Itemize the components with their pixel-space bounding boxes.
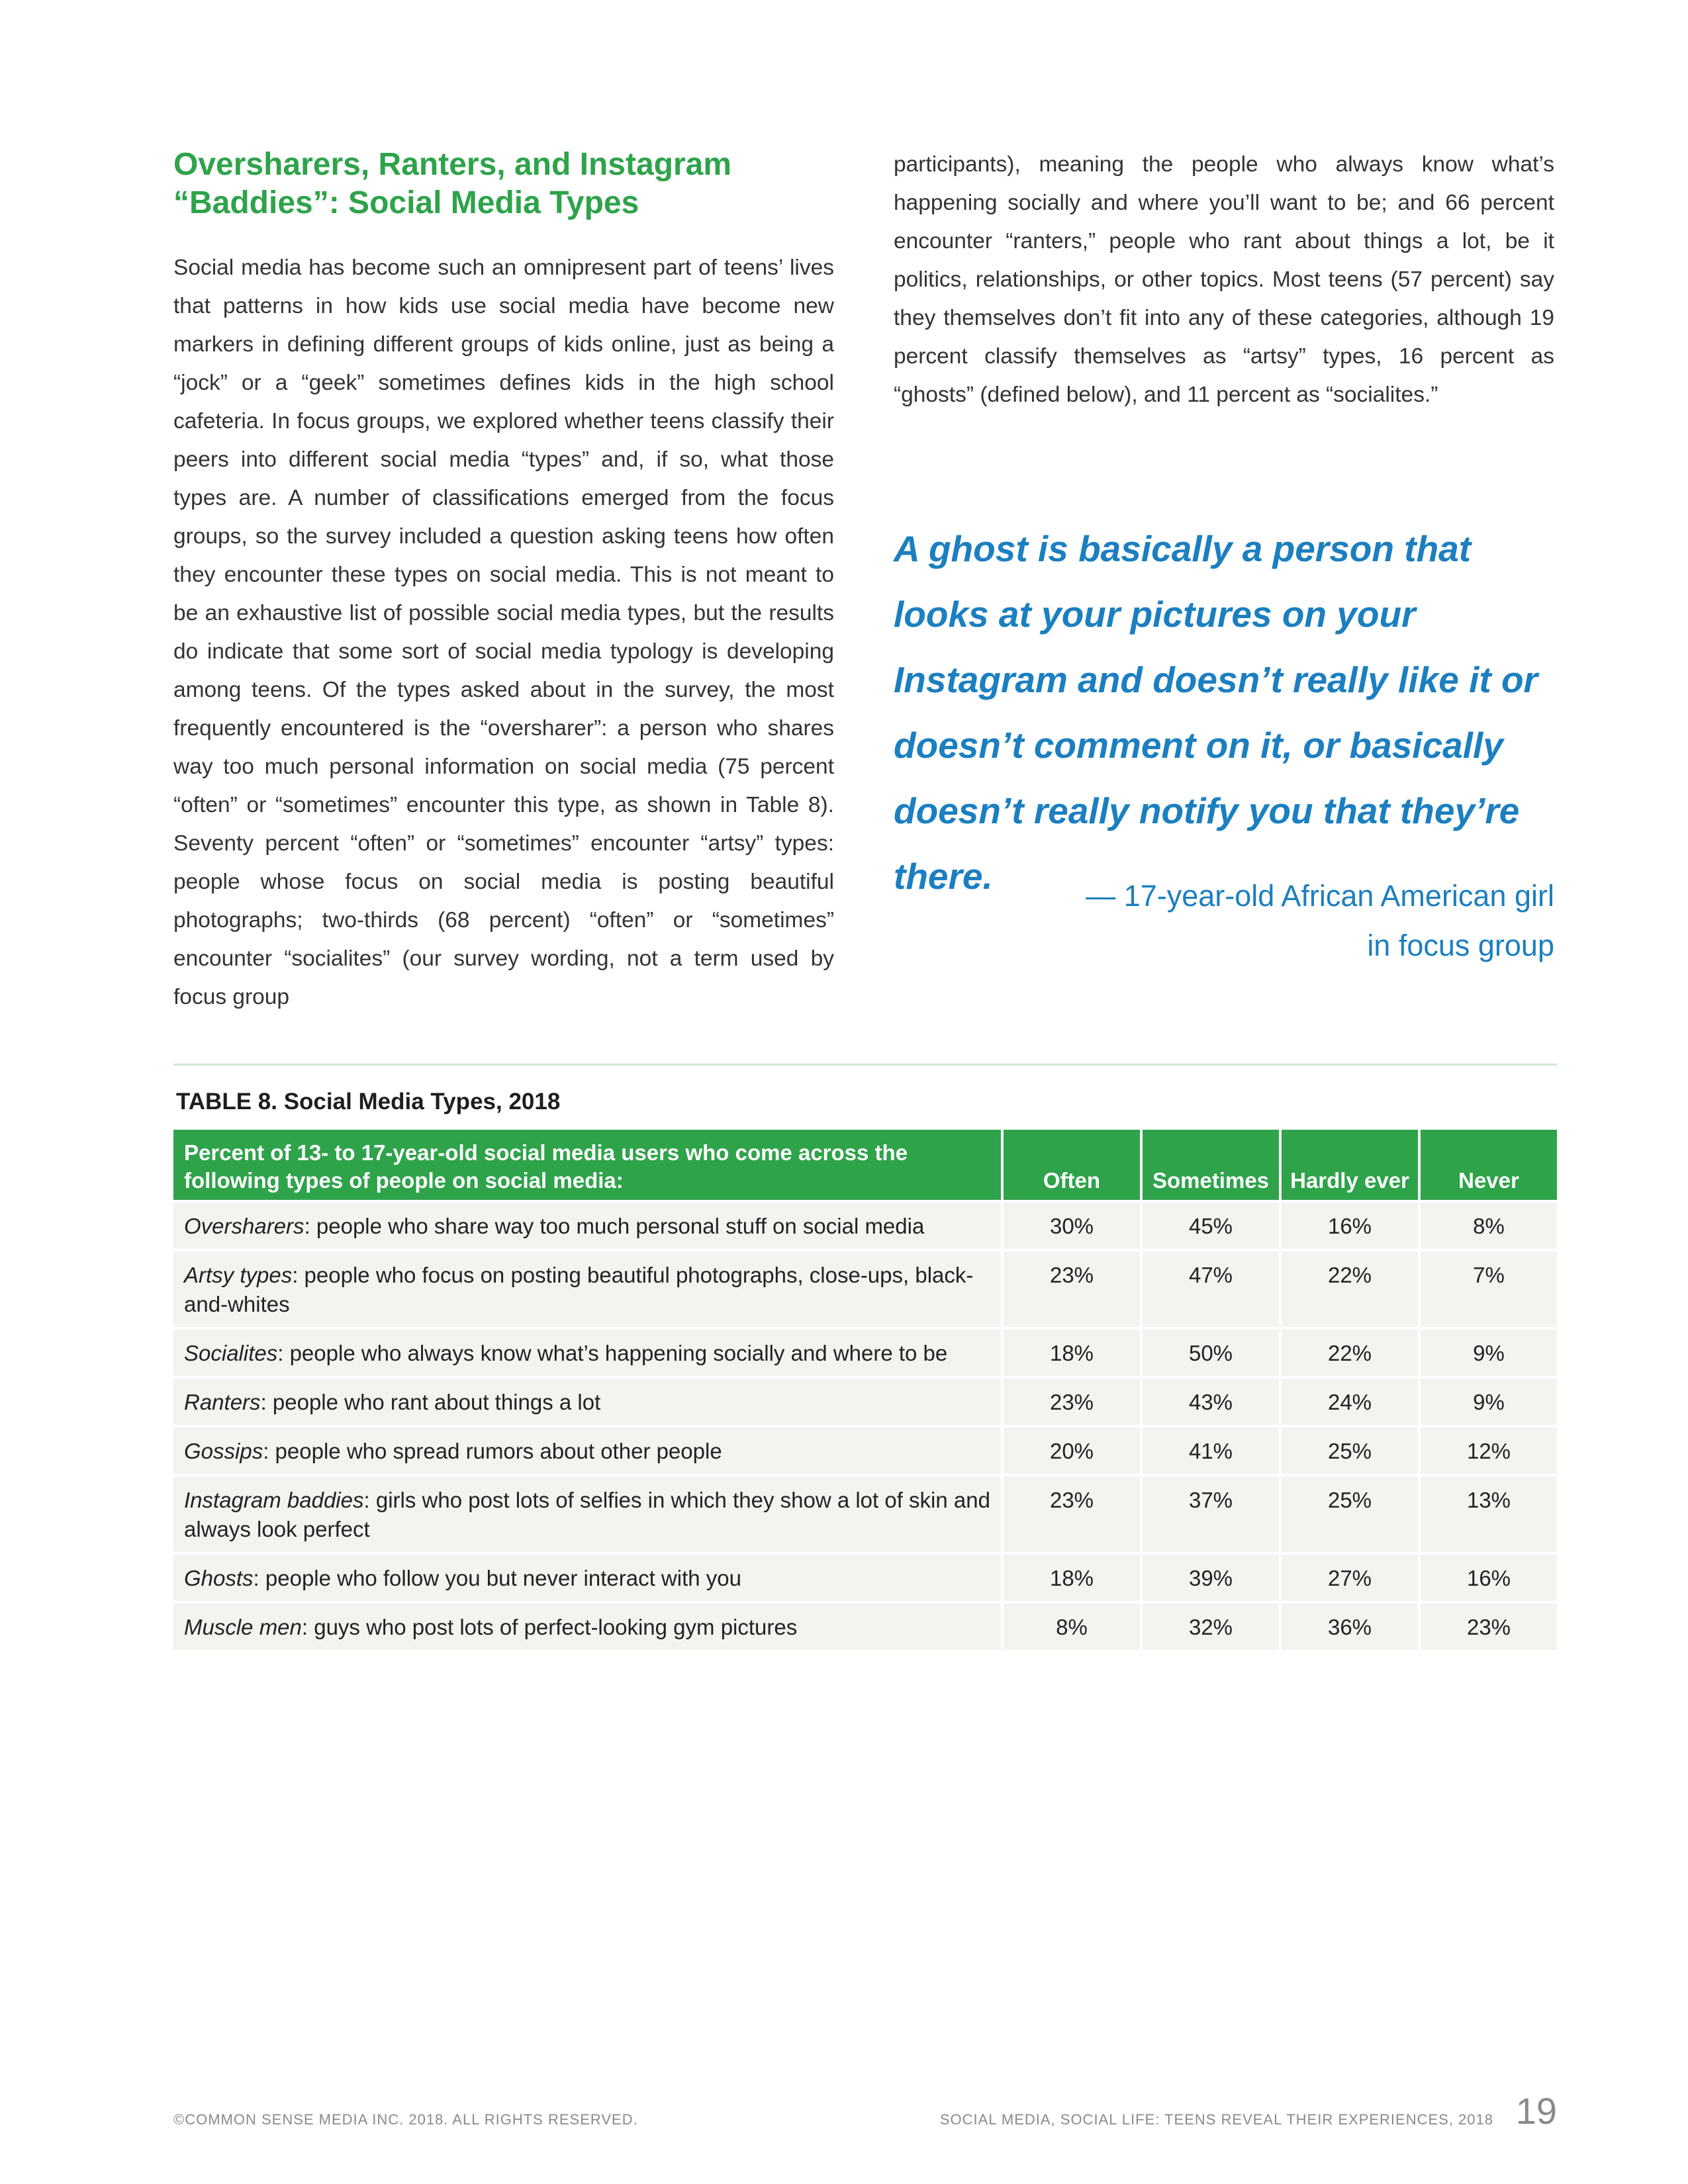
cell-hardly-ever: 25% — [1282, 1477, 1418, 1552]
row-description — [173, 1604, 1001, 1650]
type-description: : people who rant about things a lot — [260, 1390, 601, 1414]
table-row — [173, 1379, 1557, 1425]
type-name: Artsy types — [184, 1263, 293, 1287]
cell-never: 13% — [1421, 1477, 1557, 1552]
cell-never: 12% — [1421, 1428, 1557, 1474]
left-column — [173, 146, 834, 1017]
table-row — [173, 1203, 1557, 1249]
cell-hardly-ever: 22% — [1282, 1251, 1418, 1327]
cell-often: 8% — [1004, 1604, 1140, 1650]
header-sometimes: Sometimes — [1143, 1130, 1279, 1200]
cell-often: 23% — [1004, 1477, 1140, 1552]
right-column — [894, 146, 1554, 414]
table-row — [173, 1555, 1557, 1601]
cell-sometimes: 50% — [1143, 1330, 1279, 1376]
cell-never: 9% — [1421, 1330, 1557, 1376]
cell-sometimes: 45% — [1143, 1203, 1279, 1249]
table-row — [173, 1477, 1557, 1552]
cell-often: 30% — [1004, 1203, 1140, 1249]
cell-never: 8% — [1421, 1203, 1557, 1249]
type-name: Ghosts — [184, 1566, 254, 1590]
cell-often: 18% — [1004, 1555, 1140, 1601]
row-description — [173, 1379, 1001, 1425]
row-description — [173, 1477, 1001, 1552]
cell-never: 16% — [1421, 1555, 1557, 1601]
social-media-types-table — [171, 1127, 1560, 1653]
section-divider — [173, 1064, 1557, 1066]
type-description: : people who always know what’s happening socially and where to be — [277, 1341, 948, 1365]
type-description: : people who focus on posting beautiful photographs, close-ups, black-and-whites — [184, 1263, 974, 1316]
footer-copyright: ©COMMON SENSE MEDIA INC. 2018. ALL RIGHTS RESERVED. — [173, 2111, 638, 2128]
footer-report-title: SOCIAL MEDIA, SOCIAL LIFE: TEENS REVEAL THEIR EXPERIENCES, 2018 — [939, 2111, 1493, 2128]
type-name: Muscle men — [184, 1615, 302, 1639]
cell-hardly-ever: 16% — [1282, 1203, 1418, 1249]
header-hardly-ever: Hardly ever — [1282, 1130, 1418, 1200]
type-description: : girls who post lots of selfies in which they show a lot of skin and always look perfect — [184, 1488, 990, 1541]
attribution-line-2: in focus group — [1367, 929, 1554, 962]
cell-never: 7% — [1421, 1251, 1557, 1327]
type-name: Oversharers — [184, 1214, 305, 1238]
table-header-row — [173, 1130, 1557, 1200]
section-heading: Oversharers, Ranters, and Instagram “Baddies”: Social Media Types — [173, 147, 732, 220]
row-description — [173, 1428, 1001, 1474]
row-description — [173, 1555, 1001, 1601]
type-name: Ranters — [184, 1390, 261, 1414]
quote-attribution — [894, 871, 1554, 970]
cell-sometimes: 43% — [1143, 1379, 1279, 1425]
cell-hardly-ever: 36% — [1282, 1604, 1418, 1650]
type-description: : people who spread rumors about other people — [263, 1439, 722, 1463]
cell-sometimes: 32% — [1143, 1604, 1279, 1650]
cell-often: 23% — [1004, 1379, 1140, 1425]
type-name: Instagram baddies — [184, 1488, 364, 1512]
cell-often: 18% — [1004, 1330, 1140, 1376]
type-name: Gossips — [184, 1439, 263, 1463]
right-body-paragraph: participants), meaning the people who always know what’s happening socially and where you’ll want to be; and 66 percent encounter “ranters,” people who rant about things a lot, be it politics, relationships, or other topics. Most teens (57 percent) say they themselves don’t fit into any of these categories, although 19 percent classify themselves as “artsy” types, 16 percent as “ghosts” (defined below), and 11 percent as “socialites.” — [894, 152, 1554, 407]
cell-hardly-ever: 25% — [1282, 1428, 1418, 1474]
row-description — [173, 1203, 1001, 1249]
cell-hardly-ever: 27% — [1282, 1555, 1418, 1601]
table-row — [173, 1251, 1557, 1327]
left-body-paragraph: Social media has become such an omnipresent part of teens’ lives that patterns in how kids use social media have become new markers in defining different groups of kids online, just as being a “jock” or a “geek” sometimes defines kids in the high school cafeteria. In focus groups, we explored whether teens classify their peers into different social media “types” and, if so, what those types are. A number of classifications emerged from the focus groups, so the survey included a question asking teens how often they encounter these types on social media. This is not meant to be an exhaustive list of possible social media types, but the results do indicate that some sort of social media typology is developing among teens. Of the types asked about in the survey, the most frequently encountered is the “oversharer”: a person who shares way too much personal information on social media (75 percent “often” or “sometimes” encounter this type, as shown in Table 8). Seventy percent “often” or “sometimes” encounter “artsy” types: people whose focus on social media is posting beautiful photographs; two-thirds (68 percent) “often” or “sometimes” encounter “socialites” (our survey wording, not a term used by focus group — [173, 255, 834, 1009]
type-description: : guys who post lots of perfect-looking gym pictures — [301, 1615, 798, 1639]
header-often: Often — [1004, 1130, 1140, 1200]
row-description — [173, 1330, 1001, 1376]
header-description: Percent of 13- to 17-year-old social media users who come across the following types of people on social media: — [173, 1130, 1001, 1200]
cell-sometimes: 41% — [1143, 1428, 1279, 1474]
cell-sometimes: 47% — [1143, 1251, 1279, 1327]
cell-often: 20% — [1004, 1428, 1140, 1474]
table-title: TABLE 8. Social Media Types, 2018 — [176, 1089, 561, 1115]
table-row — [173, 1428, 1557, 1474]
cell-sometimes: 39% — [1143, 1555, 1279, 1601]
cell-hardly-ever: 24% — [1282, 1379, 1418, 1425]
cell-often: 23% — [1004, 1251, 1140, 1327]
header-never: Never — [1421, 1130, 1557, 1200]
attribution-line-1: — 17-year-old African American girl — [1086, 879, 1554, 913]
table-row — [173, 1330, 1557, 1376]
cell-hardly-ever: 22% — [1282, 1330, 1418, 1376]
cell-never: 9% — [1421, 1379, 1557, 1425]
row-description — [173, 1251, 1001, 1327]
cell-never: 23% — [1421, 1604, 1557, 1650]
page-number: 19 — [1515, 2090, 1557, 2132]
type-name: Socialites — [184, 1341, 278, 1365]
pull-quote: A ghost is basically a person that looks at your pictures on your Instagram and doesn’t really like it or doesn’t comment on it, or basically doesn’t really notify you that they’re there. — [894, 528, 1538, 897]
cell-sometimes: 37% — [1143, 1477, 1279, 1552]
type-description: : people who follow you but never interact with you — [253, 1566, 741, 1590]
table-row — [173, 1604, 1557, 1650]
type-description: : people who share way too much personal stuff on social media — [304, 1214, 925, 1238]
